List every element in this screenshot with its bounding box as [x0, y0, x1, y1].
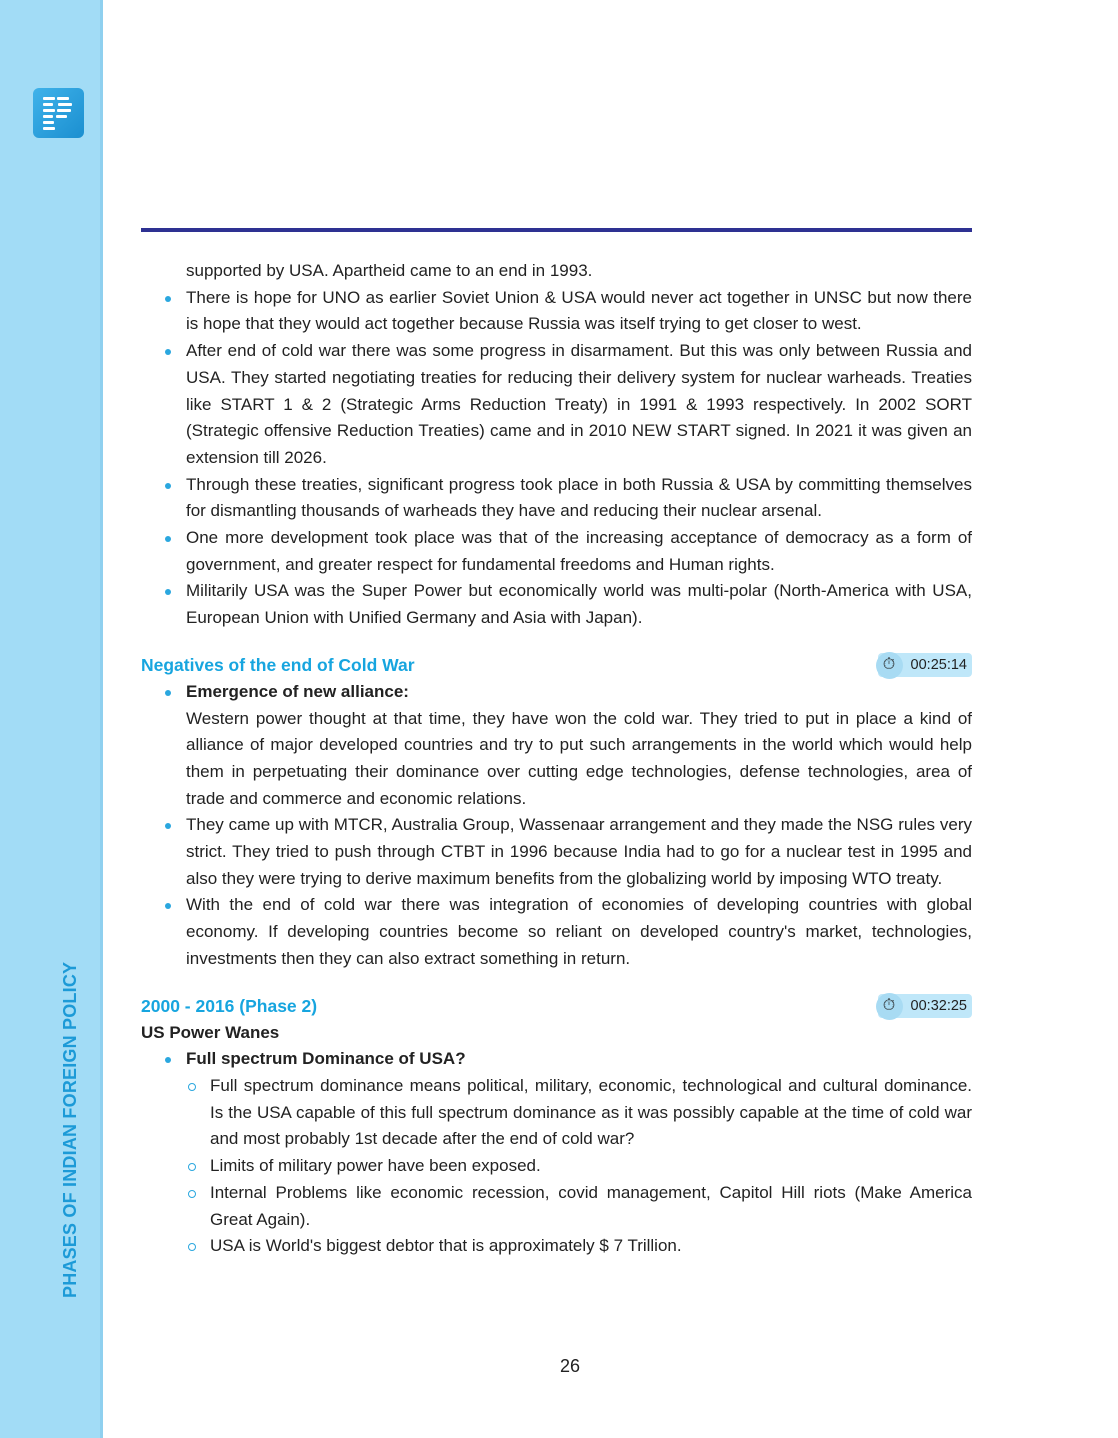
continuation-text: supported by USA. Apartheid came to an end in 1993. [186, 261, 593, 280]
bullet-heading: Emergence of new alliance: [186, 681, 409, 701]
page-number: 26 [559, 1356, 581, 1376]
bullet-heading: Full spectrum Dominance of USA? [141, 1046, 972, 1073]
header-rule [141, 228, 972, 232]
list-item: They came up with MTCR, Australia Group, Wassenaar arrangement and they made the NSG rules very strict. They tried to push through CTBT in 1996 because India had to go for a nuclear test in 1995 and also they were trying to derive maximum benefits from the globalizing world by imposing WTO treaty. [141, 812, 972, 892]
video-timestamp-badge[interactable] [878, 653, 972, 677]
sub-list-item: Full spectrum dominance means political, military, economic, technological and cultural dominance. Is the USA capable of this full spectrum dominance as it was possibly capable at the time of cold war and most probably 1st decade after the end of cold war? [141, 1073, 972, 1153]
subheading: US Power Wanes [141, 1022, 280, 1042]
timestamp: 00:32:25 [910, 997, 967, 1014]
list-item: With the end of cold war there was integration of economies of developing countries with global economy. If developing countries become so reliant on developed country's market, technologies, investments then they can also extract something in return. [141, 892, 972, 972]
sidebar [0, 0, 103, 1438]
stopwatch-icon: ⏱ [876, 993, 903, 1020]
sub-list-item: USA is World's biggest debtor that is approximately $ 7 Trillion. [141, 1233, 972, 1260]
list-item: Through these treaties, significant progress took place in both Russia & USA by committing themselves for dismantling thousands of warheads they have and reducing their nuclear arsenal. [141, 472, 972, 525]
section-header [141, 993, 972, 1020]
video-timestamp-badge[interactable] [878, 994, 972, 1018]
bullet-text: Western power thought at that time, they have won the cold war. They tried to put in place a kind of alliance of major developed countries and try to put such arrangements in the world which would help them in perpetuating their dominance over cutting edge technologies, defense technologies, area of trade and commerce and economic relations. [186, 708, 972, 808]
book-title-vertical: PHASES OF INDIAN FOREIGN POLICY [60, 961, 80, 1298]
bullet-list-1 [141, 285, 972, 632]
publisher-logo-icon [33, 88, 84, 138]
list-item [141, 679, 972, 813]
list-item: Militarily USA was the Super Power but economically world was multi-polar (North-America with USA, European Union with Unified Germany and Asia with Japan). [141, 578, 972, 631]
bullet-list-3 [141, 1046, 972, 1260]
timestamp: 00:25:14 [910, 657, 967, 673]
list-item: One more development took place was that of the increasing acceptance of democracy as a form of government, and greater respect for fundamental freedoms and Human rights. [141, 525, 972, 578]
page-content [141, 258, 972, 1260]
bullet-list-2 [141, 679, 972, 973]
sub-list-item: Internal Problems like economic recession, covid management, Capitol Hill riots (Make America Great Again). [141, 1180, 972, 1233]
stopwatch-icon: ⏱ [876, 652, 903, 679]
section-heading: 2000 - 2016 (Phase 2) [141, 995, 318, 1016]
list-item: There is hope for UNO as earlier Soviet Union & USA would never act together in UNSC but now there is hope that they would act together because Russia was itself trying to get closer to west. [141, 285, 972, 338]
list-item: After end of cold war there was some progress in disarmament. But this was only between Russia and USA. They started negotiating treaties for reducing their delivery system for nuclear warheads. Treaties like START 1 & 2 (Strategic Arms Reduction Treaty) in 1991 & 1993 respectively. In 2002 SORT (Strategic offensive Reduction Treaties) came and in 2010 NEW START signed. In 2021 it was given an extension till 2026. [141, 338, 972, 472]
sub-list-item: Limits of military power have been exposed. [141, 1153, 972, 1180]
section-header [141, 652, 972, 679]
section-heading: Negatives of the end of Cold War [141, 654, 415, 675]
